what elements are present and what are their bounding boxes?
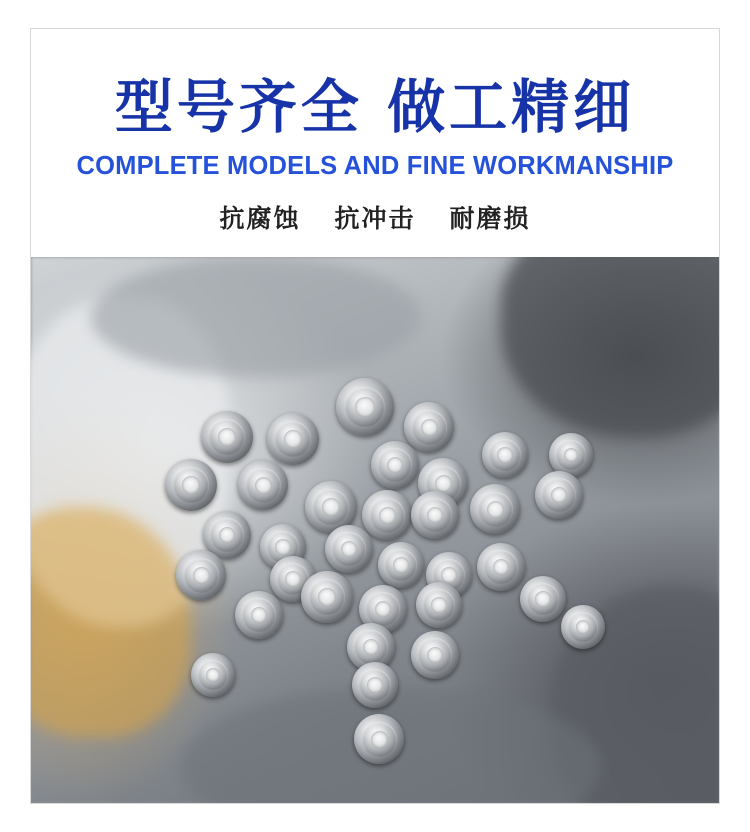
ball-bearing — [371, 441, 419, 489]
ball-bearing — [235, 591, 283, 639]
ball-bearing — [477, 543, 525, 591]
feature-item-2: 抗冲击 — [334, 203, 416, 233]
ball-bearing — [238, 460, 288, 510]
ball-bearing — [520, 576, 566, 622]
headline-chinese: 型号齐全 做工精细 — [114, 73, 636, 141]
ball-bearing — [176, 550, 226, 600]
ball-bearing — [411, 491, 459, 539]
headline-english: COMPLETE MODELS AND FINE WORKMANSHIP — [76, 151, 674, 180]
product-photo — [31, 257, 719, 803]
ball-bearing — [404, 402, 454, 452]
ball-bearing — [354, 714, 404, 764]
ball-bearing — [470, 484, 520, 534]
feature-list — [31, 181, 719, 235]
banner-frame — [30, 28, 720, 804]
feature-item-1: 抗腐蚀 — [219, 203, 301, 233]
ball-bearing — [416, 582, 462, 628]
ball-bearing — [535, 471, 583, 519]
ball-bearing — [325, 525, 373, 573]
ball-bearing — [301, 571, 353, 623]
feature-item-3: 耐磨损 — [449, 203, 531, 233]
ball-bearing — [191, 653, 235, 697]
ball-bearing — [411, 631, 459, 679]
ball-bearing — [201, 411, 253, 463]
banner-text-block — [31, 29, 719, 257]
ball-bearing — [352, 662, 398, 708]
bearing-cluster — [31, 257, 719, 803]
ball-bearing — [165, 459, 217, 511]
ball-bearing — [362, 490, 412, 540]
ball-bearing — [378, 542, 424, 588]
ball-bearing — [561, 605, 605, 649]
ball-bearing — [482, 432, 528, 478]
ball-bearing — [336, 378, 394, 436]
ball-bearing — [267, 413, 319, 465]
